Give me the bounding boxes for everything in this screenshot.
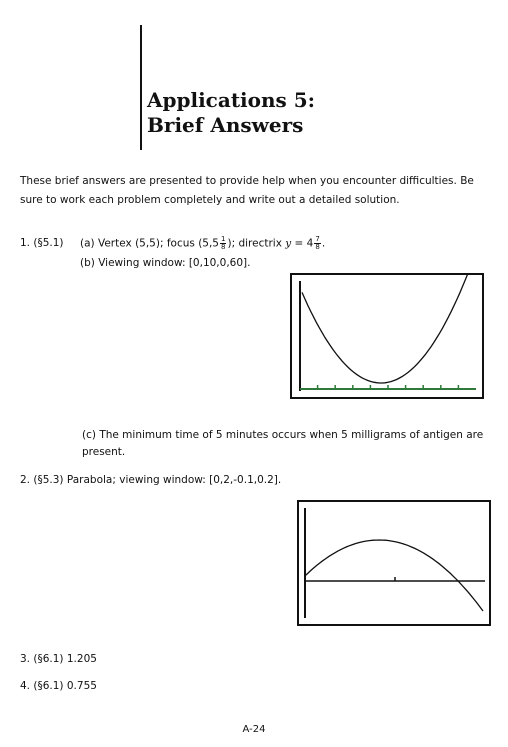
part-label: (a) bbox=[80, 237, 95, 250]
answer-1b: (b) Viewing window: [0,10,0,60]. bbox=[80, 257, 251, 269]
part-label: (c) bbox=[82, 429, 96, 441]
answer-3: 3. (§6.1) 1.205 bbox=[20, 653, 97, 665]
graph-screen-1 bbox=[290, 273, 484, 399]
answer-4: 4. (§6.1) 0.755 bbox=[20, 680, 97, 692]
directrix-variable: y bbox=[285, 237, 292, 250]
focus-fraction: $\frac{1}{8}$ bbox=[221, 235, 226, 251]
part-label: (b) bbox=[80, 257, 95, 269]
parabola-curve bbox=[305, 540, 483, 611]
page-title bbox=[147, 88, 447, 138]
directrix-equation: = 4 bbox=[291, 237, 314, 250]
graph-screen-2 bbox=[297, 500, 491, 626]
answer-1a: (a) Vertex (5,5); focus (5,5 $\frac{1}{8}$ ); directrix y = 4 $\frac{7}{8}$ . bbox=[80, 235, 326, 251]
page-number: A-24 bbox=[242, 724, 266, 735]
vertex-text: Vertex (5,5); focus (5,5 bbox=[97, 237, 219, 250]
parabola-curve bbox=[302, 275, 474, 383]
intro-paragraph: These brief answers are presented to provide help when you encounter difficulties. Be sure to work each problem completely and write out a detailed solution. bbox=[20, 175, 474, 206]
directrix-fraction: $\frac{7}{8}$ bbox=[315, 235, 320, 251]
answer-1-number: 1. (§5.1) bbox=[20, 237, 64, 249]
title-line-1: Applications 5: bbox=[147, 88, 316, 112]
answer-2: 2. (§5.3) Parabola; viewing window: [0,2,-0.1,0.2]. bbox=[20, 474, 282, 486]
title-line-2: Brief Answers bbox=[147, 113, 304, 137]
title-rule bbox=[140, 25, 142, 150]
parabola-graph-2 bbox=[299, 502, 489, 624]
parabola-graph-1 bbox=[292, 275, 482, 397]
answer-1c: (c) The minimum time of 5 minutes occurs when 5 milligrams of antigen are present. bbox=[82, 429, 484, 458]
directrix-text: ); directrix bbox=[227, 237, 282, 250]
